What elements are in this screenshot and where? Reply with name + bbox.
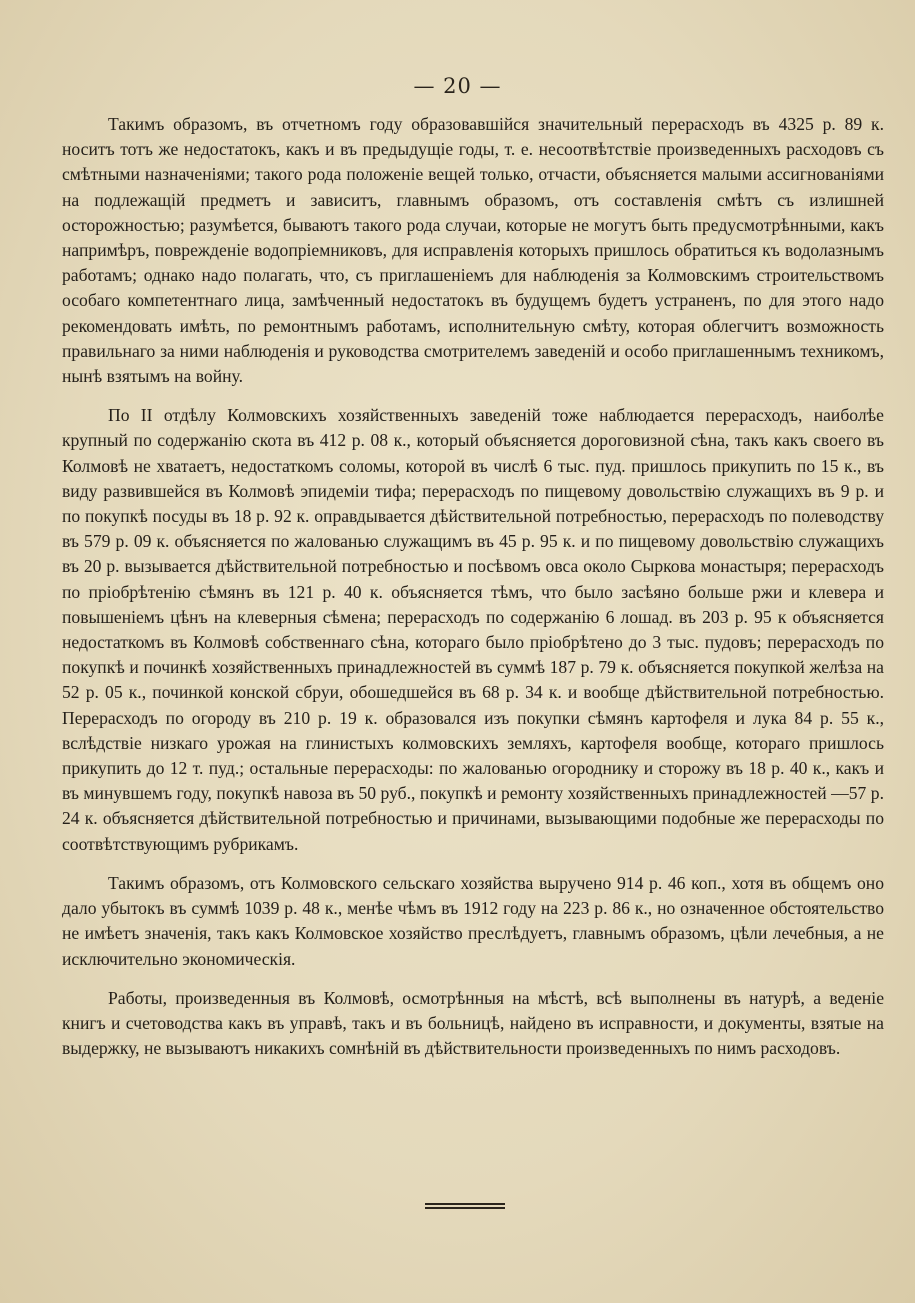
page-number: — 20 — [413, 74, 502, 98]
paragraph-overspending-summary: Такимъ образомъ, въ отчетномъ году образовавшійся значительный перерасходъ въ 4325 р. 89 к. носитъ тотъ же недостатокъ, какъ и въ предыдущіе годы, т. е. несоотвѣтствіе произведенныхъ расходовъ съ смѣтными назначеніями; такого рода положеніе вещей только, отчасти, объясняется малыми ассигнованіями на подлежащій предметъ и зависитъ, главнымъ образомъ, отъ составленія смѣтъ съ излишней осторожностью; разумѣется, бываютъ такого рода случаи, которые не могутъ быть предусмотрѣнными, какъ напримѣръ, поврежденіе водопріемниковъ, для исправленія которыхъ пришлось обратиться къ водолазнымъ работамъ; однако надо полагать, что, съ приглашеніемъ для наблюденія за Колмовскимъ строительствомъ особаго компетентнаго лица, замѣченный недостатокъ въ будущемъ будетъ устраненъ, по для этого надо рекомендовать имѣть, по ремонтнымъ работамъ, исполнительную смѣту, которая облегчитъ возможность правильнаго за ними наблюденія и руководства смотрителемъ заведеній и особо приглашеннымъ техникомъ, нынѣ взятымъ на войну. [62, 114, 884, 387]
end-rule-line-bottom [425, 1207, 505, 1209]
paragraph-inspection-results: Работы, произведенныя въ Колмовѣ, осмотрѣнныя на мѣстѣ, всѣ выполнены въ натурѣ, а веденіе книгъ и счетоводства какъ въ управѣ, такъ и въ больницѣ, найдено въ исправности, и документы, взятые на выдержку, не вызываютъ никакихъ сомнѣній въ дѣйствительности произведенныхъ по нимъ расходовъ. [62, 987, 884, 1059]
paragraph-agriculture-revenue: Такимъ образомъ, отъ Колмовского сельскаго хозяйства выручено 914 р. 46 коп., хотя въ общемъ оно дало убытокъ въ суммѣ 1039 р. 48 к., менѣе чѣмъ въ 1912 году на 223 р. 86 к., но означенное обстоятельство не имѣетъ значенія, такъ какъ Колмовское хозяйство преслѣдуетъ, главнымъ образомъ, цѣли лечебныя, а не исключительно экономическія. [62, 872, 884, 969]
end-rule [425, 1203, 505, 1210]
end-rule-line-top [425, 1203, 505, 1205]
paragraph-department-two: По II отдѣлу Колмовскихъ хозяйственныхъ заведеній тоже наблюдается перерасходъ, наиболѣе крупный по содержанію скота въ 412 р. 08 к., который объясняется дороговизной сѣна, такъ какъ своего въ Колмовѣ не хватаетъ, недостаткомъ соломы, которой въ числѣ 6 тыс. пуд. пришлось прикупить по 15 к., въ виду развившейся въ Колмовѣ эпидеміи тифа; перерасходъ по пищевому довольствію служащихъ въ 9 р. и по покупкѣ посуды въ 18 р. 92 к. оправдывается дѣйствительной потребностью, перерасходъ по полеводству въ 579 р. 09 к. объясняется по жалованью служащимъ въ 45 р. 95 к. и по пищевому довольствію служащихъ въ 20 р. вызывается дѣйствительной потребностью и посѣвомъ овса около Сыркова монастыря; перерасходъ по пріобрѣтенію сѣмянъ въ 121 р. 40 к. объясняется тѣмъ, что было засѣяно больше ржи и клевера и повышеніемъ цѣнъ на клеверныя сѣмена; перерасходъ по содержанію 6 лошад. въ 203 р. 95 к объясняется недостаткомъ въ Колмовѣ собственнаго сѣна, котораго было пріобрѣтено до 3 тыс. пудовъ; перерасходъ по покупкѣ и починкѣ хозяйственныхъ принадлежностей въ суммѣ 187 р. 79 к. объясняется покупкой желѣза на 52 р. 05 к., починкой конской сбруи, обошедшейся въ 68 р. 34 к. и вообще дѣйствительной потребностью. Перерасходъ по огороду въ 210 р. 19 к. образовался изъ покупки сѣмянъ картофеля и лука 84 р. 55 к., вслѣдствіе низкаго урожая на глинистыхъ колмовскихъ земляхъ, картофеля вообще, котораго пришлось прикупить до 12 т. пуд.; остальные перерасходы: по жалованью огороднику и сторожу въ 18 р. 40 к., какъ и въ минувшемъ году, покупкѣ навоза въ 50 руб., покупкѣ и ремонту хозяйственныхъ принадлежностей —57 р. 24 к. объясняется дѣйствительной потребностью и причинами, вызывающими подобные же перерасходы по соотвѣтствующимъ рубрикамъ. [62, 405, 884, 854]
body-text [62, 112, 884, 1075]
